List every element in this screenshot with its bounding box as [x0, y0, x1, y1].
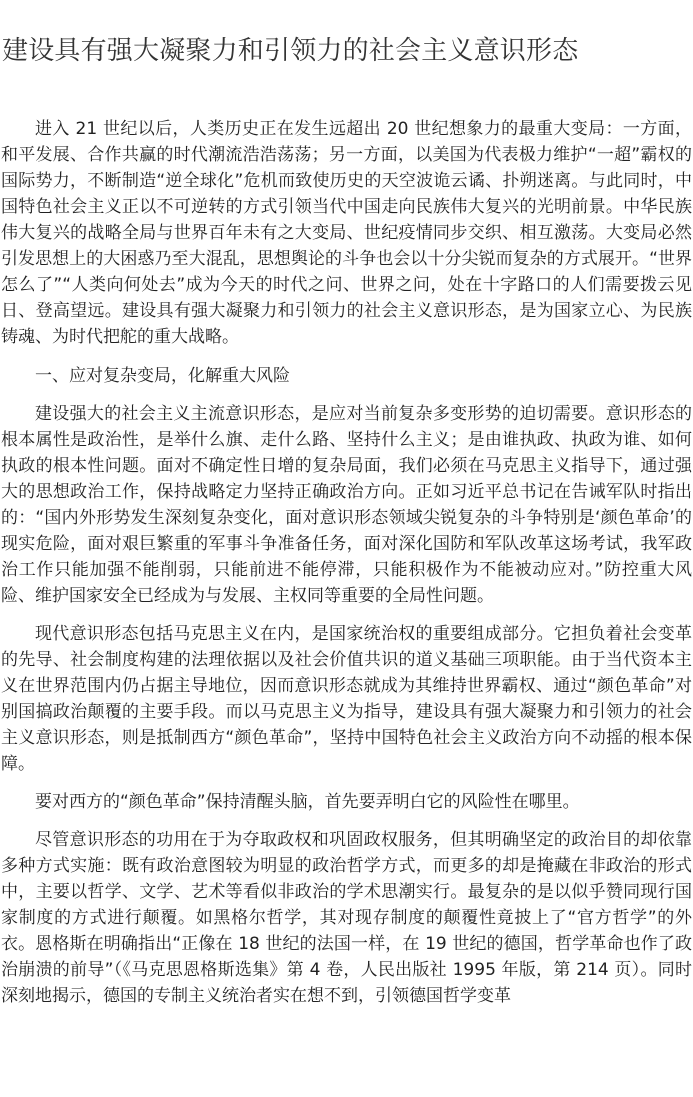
intro-paragraph: 进入 21 世纪以后，人类历史正在发生远超出 20 世纪想象力的最重大变局：一方面，和平发展、合作共赢的时代潮流浩浩荡荡；另一方面，以美国为代表极力维护“一超”霸权的国际势力，不断制造“逆全球化”危机而致使历史的天空波诡云谲、扑朔迷离。与此同时，中国特色社会主义正以不可逆转的方式引领当代中国走向民族伟大复兴的光明前景。中华民族伟大复兴的战略全局与世界百年未有之大变局、世纪疫情同步交织、相互激荡。大变局必然引发思想上的大困惑乃至大混乱，思想舆论的斗争也会以十分尖锐而复杂的方式展开。“世界怎么了”“人类向何处去”成为今天的时代之问、世界之问，处在十字路口的人们需要拨云见日、登高望远。建设具有强大凝聚力和引领力的社会主义意识形态，是为国家立心、为民族铸魂、为时代把舵的重大战略。: [1, 119, 692, 347]
body-paragraph: 尽管意识形态的功用在于为夺取政权和巩固政权服务，但其明确坚定的政治目的却依靠多种方式实施：既有政治意图较为明显的政治哲学方式，而更多的却是掩藏在非政治的形式中，主要以哲学、文学、艺术等看似非政治的学术思潮实行。最复杂的是以似乎赞同现行国家制度的方式进行颠覆。如黑格尔哲学，其对现存制度的颠覆性竟披上了“官方哲学”的外衣。恩格斯在明确指出“正像在 18 世纪的法国一样，在 19 世纪的德国，哲学革命也作了政治崩溃的前导”（《马克思恩格斯选集》第 4 卷，人民出版社 1995 年版，第 214 页）。同时深刻地揭示，德国的专制主义统治者实在想不到，引领德国哲学变革: [1, 830, 692, 1006]
article-title: 建设具有强大凝聚力和引领力的社会主义意识形态: [2, 36, 579, 66]
body-paragraph: 要对西方的“颜色革命”保持清醒头脑，首先要弄明白它的风险性在哪里。: [35, 792, 580, 812]
body-paragraph: 建设强大的社会主义主流意识形态，是应对当前复杂多变形势的迫切需要。意识形态的根本属性是政治性，是举什么旗、走什么路、坚持什么主义；是由谁执政、执政为谁、如何执政的根本性问题。面对不确定性日增的复杂局面，我们必须在马克思主义指导下，通过强大的思想政治工作，保持战略定力坚持正确政治方向。正如习近平总书记在告诫军队时指出的：“国内外形势发生深刻复杂变化，面对意识形态领域尖锐复杂的斗争特别是‘颜色革命’的现实危险，面对艰巨繁重的军事斗争准备任务，面对深化国防和军队改革这场考试，我军政治工作只能加强不能削弱，只能前进不能停滞，只能积极作为不能被动应对。”防控重大风险、维护国家安全已经成为与发展、主权同等重要的全局性问题。: [1, 404, 692, 606]
body-paragraph: 现代意识形态包括马克思主义在内，是国家统治权的重要组成部分。它担负着社会变革的先导、社会制度构建的法理依据以及社会价值共识的道义基础三项职能。由于当代资本主义在世界范围内仍占据主导地位，因而意识形态就成为其维持世界霸权、通过“颜色革命”对别国搞政治颠覆的主要手段。而以马克思主义为指导，建设具有强大凝聚力和引领力的社会主义意识形态，则是抵制西方“颜色革命”，坚持中国特色社会主义政治方向不动摇的根本保障。: [1, 624, 692, 774]
section-heading: 一、应对复杂变局，化解重大风险: [35, 366, 290, 386]
article-body: [1, 116, 692, 1009]
